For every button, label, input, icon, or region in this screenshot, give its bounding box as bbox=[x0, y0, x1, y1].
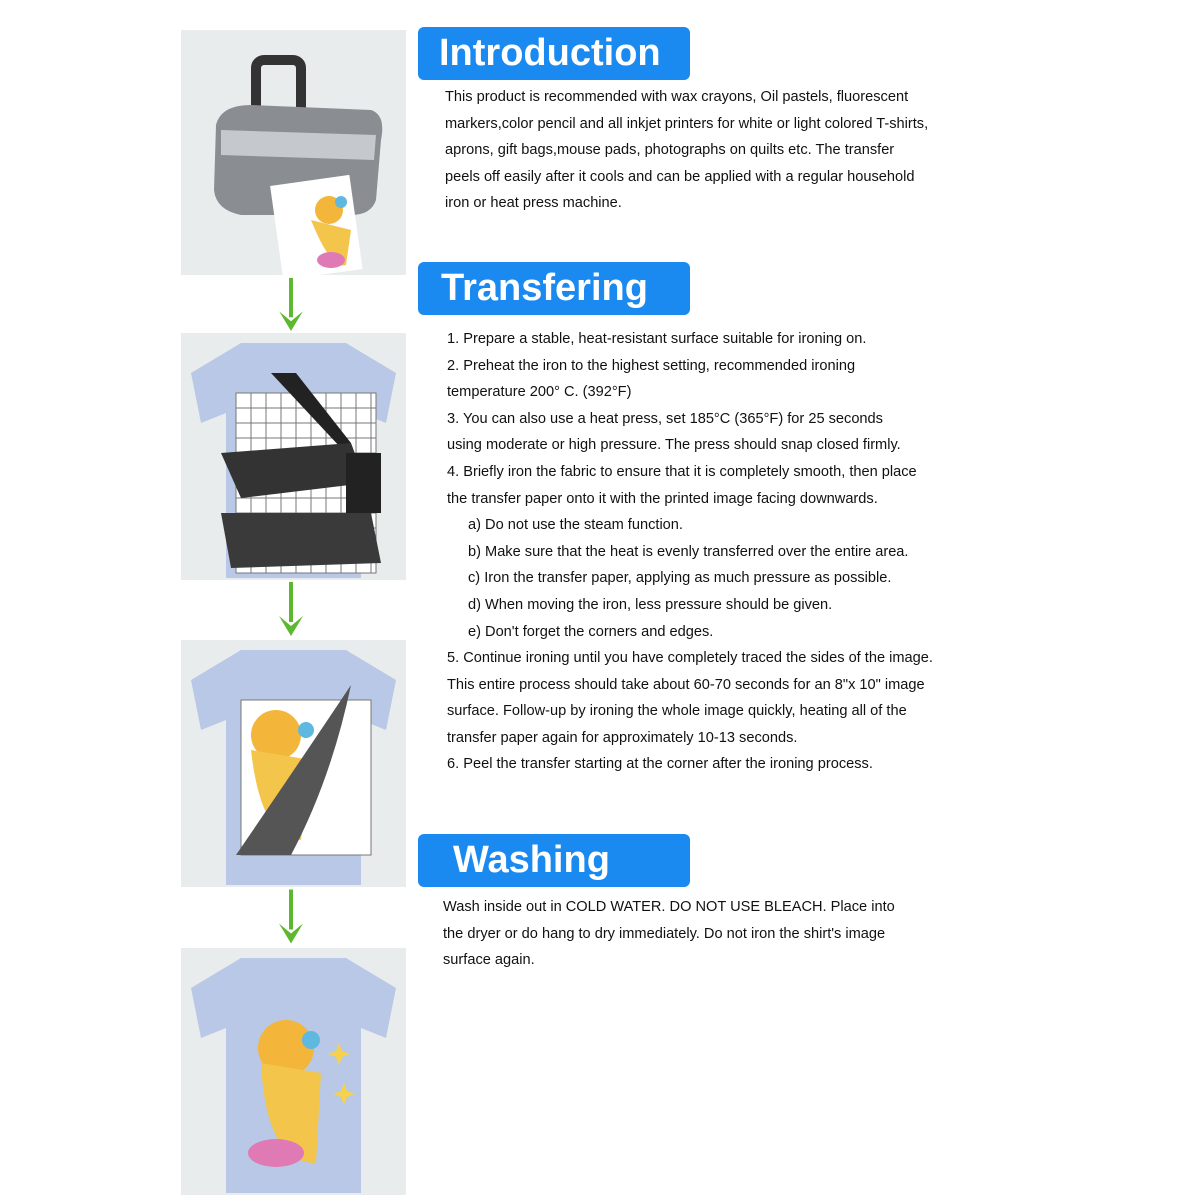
text-line: This product is recommended with wax crayons, Oil pastels, fluorescent bbox=[445, 89, 909, 105]
arrow-spacer bbox=[181, 887, 406, 948]
text-line: markers,color pencil and all inkjet printers for white or light colored T-shirts, bbox=[445, 115, 929, 132]
peel-transfer-illustration bbox=[181, 640, 406, 887]
sub-step-line: c) Iron the transfer paper, applying as much pressure as possible. bbox=[468, 570, 892, 587]
washing-text bbox=[443, 894, 1016, 974]
text-line: iron or heat press machine. bbox=[445, 195, 622, 212]
introduction-text bbox=[445, 84, 1018, 217]
introduction-heading: Introduction bbox=[418, 27, 690, 80]
step-line: surface. Follow-up by ironing the whole image quickly, heating all of the bbox=[447, 703, 907, 720]
text-line: surface again. bbox=[443, 952, 535, 969]
illustration-column bbox=[181, 30, 406, 1195]
arrow-down-icon bbox=[276, 582, 306, 638]
step-line: 3. You can also use a heat press, set 185°C (365°F) for 25 seconds bbox=[447, 410, 883, 427]
step-line: This entire process should take about 60-70 seconds for an 8"x 10" image bbox=[447, 676, 925, 693]
step-line: 5. Continue ironing until you have completely traced the sides of the image. bbox=[447, 650, 933, 667]
heat-press-illustration bbox=[181, 333, 406, 580]
step-line: 1. Prepare a stable, heat-resistant surface suitable for ironing on. bbox=[447, 330, 867, 347]
washing-heading: Washing bbox=[418, 834, 690, 887]
step-line: transfer paper again for approximately 10-13 seconds. bbox=[447, 729, 798, 746]
step-line: the transfer paper onto it with the printed image facing downwards. bbox=[447, 490, 878, 507]
step-line: using moderate or high pressure. The press should snap closed firmly. bbox=[447, 437, 901, 454]
printer-illustration bbox=[181, 30, 406, 275]
arrow-down-icon bbox=[276, 278, 306, 333]
text-line: aprons, gift bags,mouse pads, photographs on quilts etc. The transfer bbox=[445, 142, 895, 159]
text-line: the dryer or do hang to dry immediately. Do not iron the shirt's image bbox=[443, 925, 886, 942]
text-line: peels off easily after it cools and can be applied with a regular household bbox=[445, 168, 915, 185]
text-column bbox=[418, 27, 1018, 974]
sub-step-line: d) When moving the iron, less pressure should be given. bbox=[468, 596, 833, 613]
transfering-heading: Transfering bbox=[418, 262, 690, 315]
step-line: temperature 200° C. (392°F) bbox=[447, 384, 632, 401]
text-line: Wash inside out in COLD WATER. DO NOT USE BLEACH. Place into bbox=[443, 899, 895, 916]
arrow-spacer bbox=[181, 580, 406, 640]
sub-step-line: a) Do not use the steam function. bbox=[468, 517, 683, 534]
finished-shirt-illustration bbox=[181, 948, 406, 1195]
step-line: 2. Preheat the iron to the highest setting, recommended ironing bbox=[447, 357, 856, 374]
step-line: 6. Peel the transfer starting at the corner after the ironing process. bbox=[447, 756, 873, 773]
sub-step-line: e) Don't forget the corners and edges. bbox=[468, 623, 714, 640]
sub-step-line: b) Make sure that the heat is evenly transferred over the entire area. bbox=[468, 543, 909, 560]
transfering-steps bbox=[447, 326, 1020, 778]
step-line: 4. Briefly iron the fabric to ensure that it is completely smooth, then place bbox=[447, 463, 917, 480]
arrow-spacer bbox=[181, 275, 406, 333]
arrow-down-icon bbox=[276, 889, 306, 946]
